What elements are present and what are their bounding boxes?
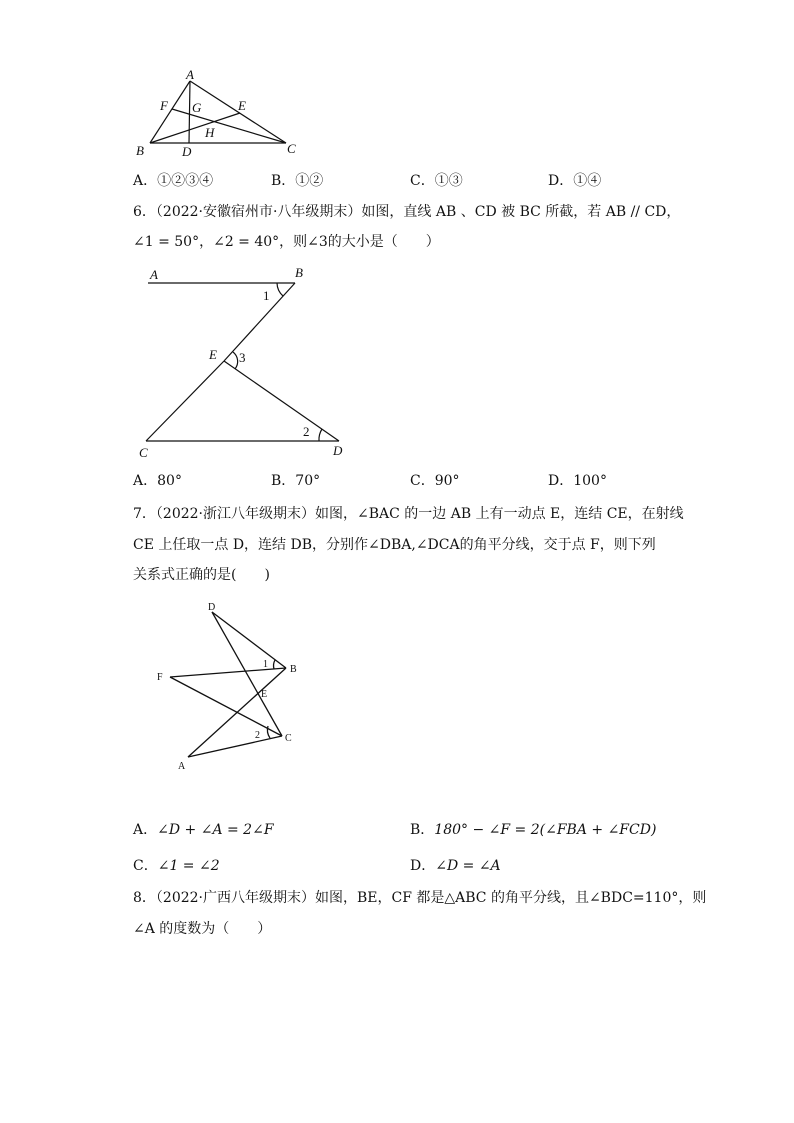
label-B: B: [295, 265, 303, 280]
q6-option-c[interactable]: [410, 471, 460, 491]
label-F: F: [157, 672, 163, 683]
label-E: E: [261, 689, 268, 700]
label-E: E: [209, 347, 217, 362]
q6-stem-line-1: 6．（2022·安徽宿州市·八年级期末）如图，直线 AB 、CD 被 BC 所截，若 AB // CD，: [133, 204, 681, 220]
q8-stem-line-2: ∠A 的度数为（ ）: [133, 921, 272, 937]
angle-label-2: 2: [255, 730, 260, 741]
label-D: D: [208, 602, 216, 613]
label-B: B: [136, 143, 144, 158]
option-text: ①④: [573, 173, 602, 189]
label-D: D: [333, 443, 343, 458]
q5-option-a[interactable]: [133, 171, 213, 191]
option-letter: B．: [271, 473, 296, 489]
label-D: D: [182, 144, 192, 159]
q6-stem-line-2: ∠1 = 50°，∠2 = 40°，则∠3的大小是（ ）: [133, 234, 440, 250]
label-C: C: [287, 141, 296, 156]
option-letter: B．: [410, 822, 435, 838]
option-letter: A．: [133, 822, 158, 838]
option-text: ①②③④: [157, 173, 214, 189]
q6-option-a[interactable]: [133, 471, 182, 491]
q6-option-b[interactable]: [271, 471, 320, 491]
option-letter: D．: [548, 473, 574, 489]
label-B: B: [290, 664, 297, 675]
q8-stem-line-1: 8．（2022·广西八年级期末）如图，BE，CF 都是△ABC 的角平分线，且∠BDC=110°，则: [133, 890, 707, 906]
q5-option-c[interactable]: [410, 171, 463, 191]
angle-label-1: 1: [263, 659, 268, 670]
option-letter: C．: [133, 858, 158, 874]
q5-option-d[interactable]: [548, 171, 601, 191]
q7-option-a[interactable]: [133, 820, 274, 840]
label-A: A: [150, 267, 158, 282]
q7-stem-line-2: CE 上任取一点 D，连结 DB，分别作∠DBA,∠DCA的角平分线，交于点 F，则下列: [133, 537, 656, 553]
q7-stem-line-1: 7．（2022·浙江八年级期末）如图，∠BAC 的一边 AB 上有一动点 E，连结 CE，在射线: [133, 506, 684, 522]
option-letter: D．: [410, 858, 436, 874]
parallel-lines-figure-q6: [130, 262, 360, 462]
angle-label-1: 1: [263, 288, 270, 303]
option-text: 180° − ∠F = 2(∠FBA + ∠FCD): [434, 822, 657, 838]
option-letter: A．: [133, 473, 158, 489]
label-E: E: [238, 98, 246, 113]
q7-option-d[interactable]: [410, 856, 501, 876]
q6-option-d[interactable]: [548, 471, 607, 491]
angle-label-3: 3: [239, 350, 246, 365]
label-A: A: [186, 67, 194, 82]
q5-option-b[interactable]: [271, 171, 323, 191]
option-letter: C．: [410, 473, 435, 489]
option-letter: A．: [133, 173, 158, 189]
label-G: G: [192, 100, 202, 115]
q7-option-b[interactable]: [410, 820, 656, 840]
option-text: 100°: [573, 473, 607, 489]
option-text: ∠D + ∠A = 2∠F: [157, 822, 274, 838]
angle-label-2: 2: [303, 424, 310, 439]
option-letter: C．: [410, 173, 435, 189]
label-F: F: [160, 98, 168, 113]
option-text: ∠1 = ∠2: [157, 858, 220, 874]
label-A: A: [178, 761, 186, 772]
option-text: ①③: [434, 173, 463, 189]
option-text: ①②: [295, 173, 324, 189]
q7-stem-line-3: 关系式正确的是( ): [133, 567, 270, 583]
label-H: H: [205, 125, 215, 140]
option-text: ∠D = ∠A: [435, 858, 501, 874]
q7-option-c[interactable]: [133, 856, 220, 876]
label-C: C: [285, 733, 292, 744]
option-text: 90°: [434, 473, 460, 489]
option-letter: D．: [548, 173, 574, 189]
label-C: C: [139, 445, 148, 460]
option-text: 80°: [157, 473, 182, 489]
angle-bisector-figure-q7: [150, 596, 310, 776]
option-letter: B．: [271, 173, 296, 189]
triangle-figure-q5: [128, 66, 308, 162]
option-text: 70°: [295, 473, 321, 489]
